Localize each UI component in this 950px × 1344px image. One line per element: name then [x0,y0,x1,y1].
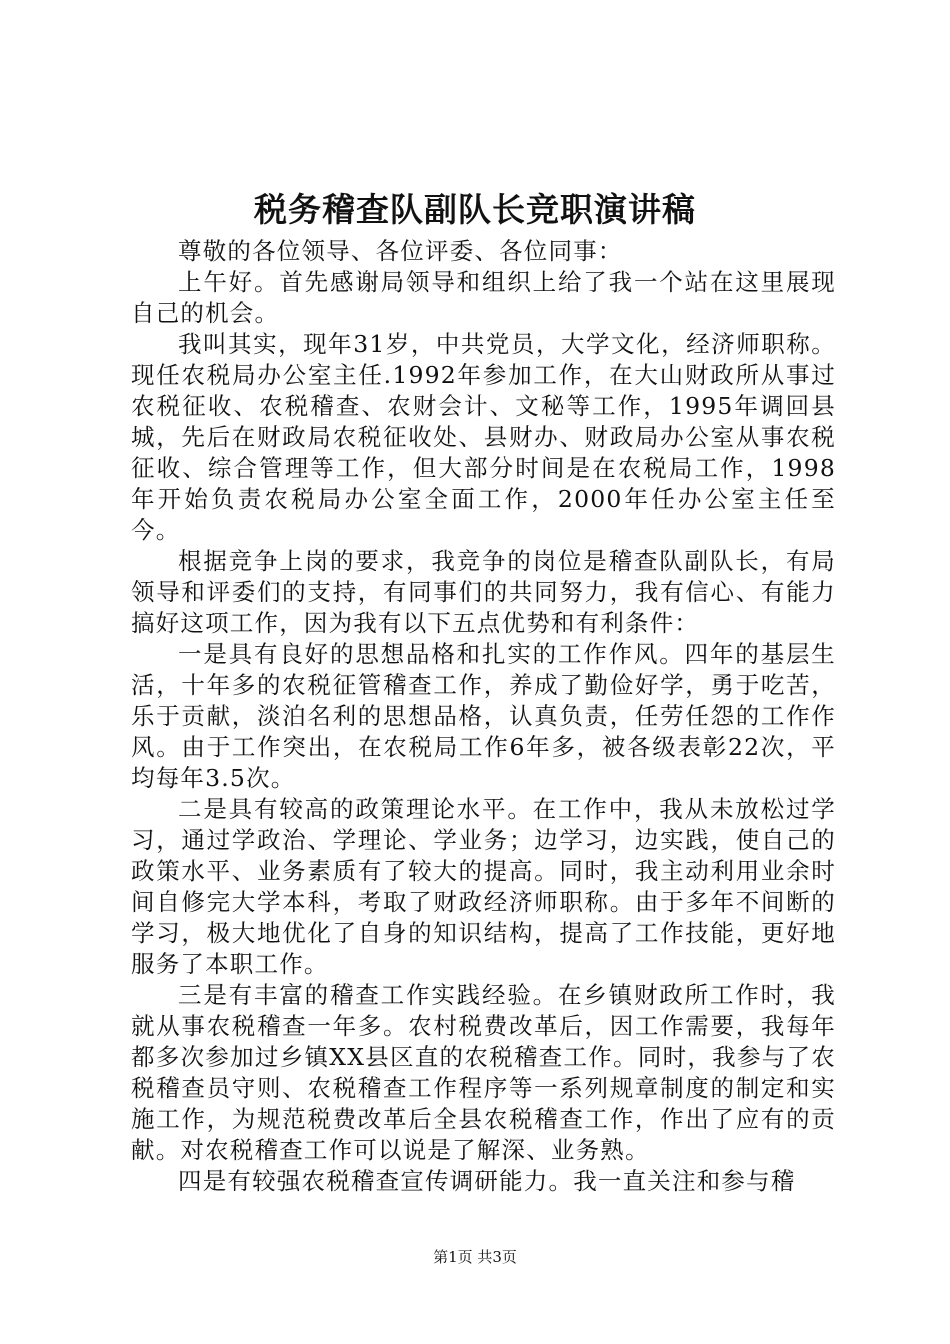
paragraph-advantage-4: 四是有较强农税稽查宣传调研能力。我一直关注和参与稽 [178,1167,796,1195]
paragraph-salutation: 尊敬的各位领导、各位评委、各位同事： [178,237,623,265]
document-body [131,236,836,1197]
paragraph-advantage-2: 二是具有较高的政策理论水平。在工作中，我从未放松过学习，通过学政治、学理论、学业务；边学习，边实践，使自己的政策水平、业务素质有了较大的提高。同时，我主动利用业余时间自修完大学本科，考取了财政经济师职称。由于多年不间断的学习，极大地优化了自身的知识结构，提高了工作技能，更好地服务了本职工作。 [131,795,836,978]
paragraph-greeting: 上午好。首先感谢局领导和组织上给了我一个站在这里展现自己的机会。 [131,268,836,327]
paragraph-position: 根据竞争上岗的要求，我竞争的岗位是稽查队副队长，有局领导和评委们的支持，有同事们的共同努力，我有信心、有能力搞好这项工作，因为我有以下五点优势和有利条件： [131,547,836,637]
page-title: 税务稽查队副队长竞职演讲稿 [254,190,696,229]
paragraph-self-introduction: 我叫其实，现年31岁，中共党员，大学文化，经济师职称。现任农税局办公室主任.1992年参加工作，在大山财政所从事过农税征收、农税稽查、农财会计、文秘等工作，1995年调回县城，先后在财政局农税征收处、县财办、财政局办公室从事农税征收、综合管理等工作，但大部分时间是在农税局工作，1998年开始负责农税局办公室全面工作，2000年任办公室主任至今。 [131,330,836,544]
paragraph-advantage-3: 三是有丰富的稽查工作实践经验。在乡镇财政所工作时，我就从事农税稽查一年多。农村税费改革后，因工作需要，我每年都多次参加过乡镇XX县区直的农税稽查工作。同时，我参与了农税稽查员守则、农税稽查工作程序等一系列规章制度的制定和实施工作，为规范税费改革后全县农税稽查工作，作出了应有的贡献。对农税稽查工作可以说是了解深、业务熟。 [131,981,836,1164]
paragraph-advantage-1: 一是具有良好的思想品格和扎实的工作作风。四年的基层生活，十年多的农税征管稽查工作，养成了勤俭好学，勇于吃苦，乐于贡献，淡泊名利的思想品格，认真负责，任劳任怨的工作作风。由于工作突出，在农税局工作6年多，被各级表彰22次，平均每年3.5次。 [131,640,836,792]
page-footer: 第1页 共3页 [433,1248,517,1266]
